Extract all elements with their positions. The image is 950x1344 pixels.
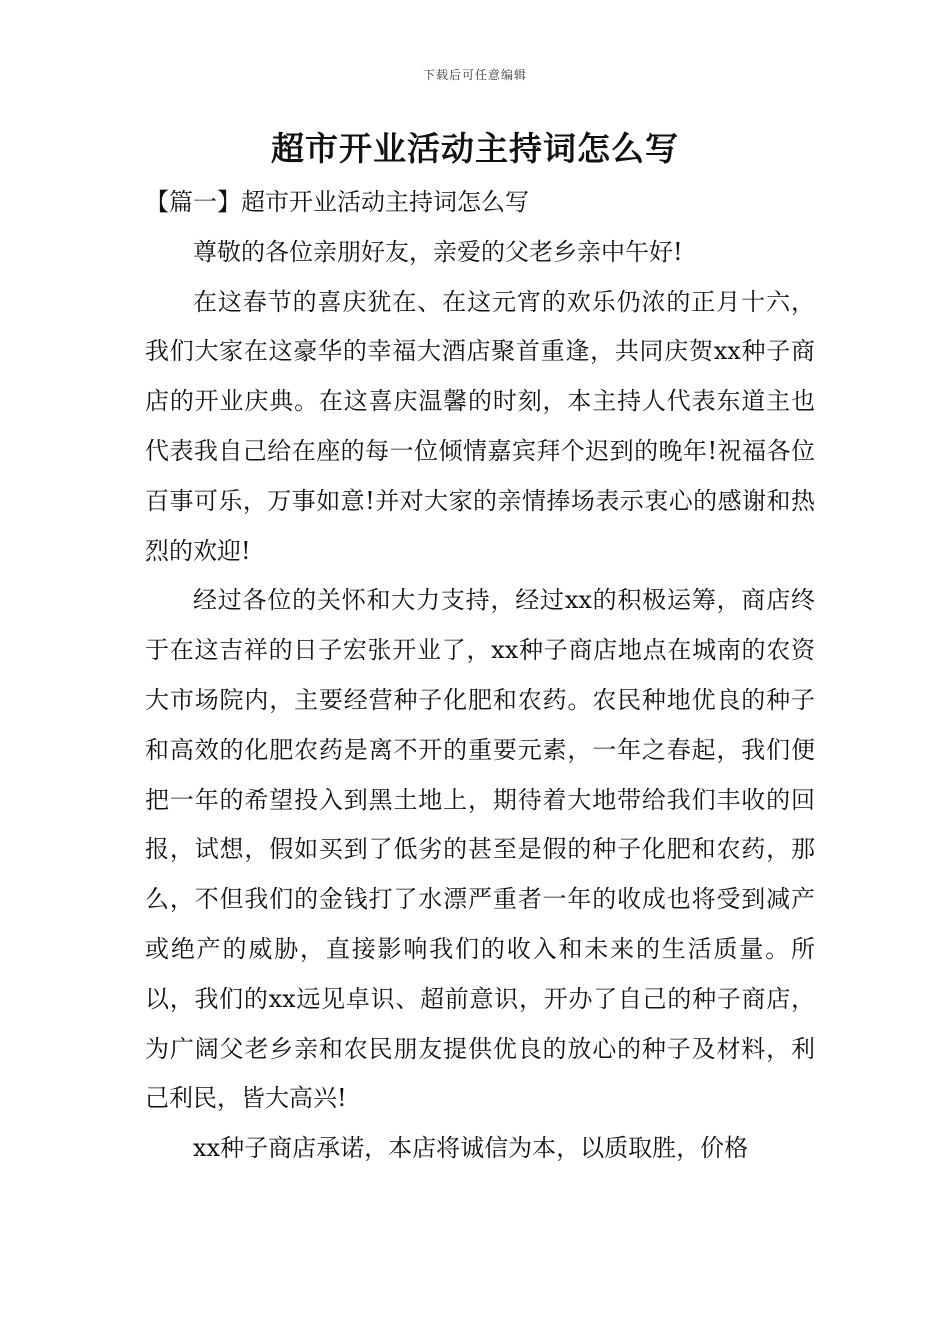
paragraph-greeting: 尊敬的各位亲朋好友，亲爱的父老乡亲中午好! <box>193 237 683 266</box>
document-title: 超市开业活动主持词怎么写 <box>271 129 679 168</box>
paragraph-store-intro: 经过各位的关怀和大力支持，经过xx的积极运筹，商店终于在这吉祥的日子宏张开业了，xx种子商店地点在城南的农资大市场院内，主要经营种子化肥和农药。农民种地优良的种子和高效的化肥农药是离不开的重要元素，一年之春起，我们便把一年的希望投入到黑土地上，期待着大地带给我们丰收的回报，试想，假如买到了低劣的甚至是假的种子化肥和农药，那么，不但我们的金钱打了水漂严重者一年的收成也将受到减产或绝产的威胁，直接影响我们的收入和未来的生活质量。所以，我们的xx远见卓识、超前意识，开办了自己的种子商店，为广阔父老乡亲和农民朋友提供优良的放心的种子及材料，利己利民，皆大高兴! <box>145 586 815 1113</box>
document-body <box>145 178 815 1174</box>
paragraph-promise: xx种子商店承诺，本店将诚信为本，以质取胜，价格 <box>193 1134 749 1163</box>
section-heading: 【篇一】超市开业活动主持词怎么写 <box>145 188 529 216</box>
paragraph-opening: 在这春节的喜庆犹在、在这元宵的欢乐仍浓的正月十六，我们大家在这豪华的幸福大酒店聚首重逢，共同庆贺xx种子商店的开业庆典。在这喜庆温馨的时刻，本主持人代表东道主也代表我自己给在座的每一位倾情嘉宾拜个迟到的晚年!祝福各位百事可乐，万事如意!并对大家的亲情捧场表示衷心的感谢和热烈的欢迎! <box>145 287 815 565</box>
header-note: 下载后可任意编辑 <box>422 68 527 82</box>
